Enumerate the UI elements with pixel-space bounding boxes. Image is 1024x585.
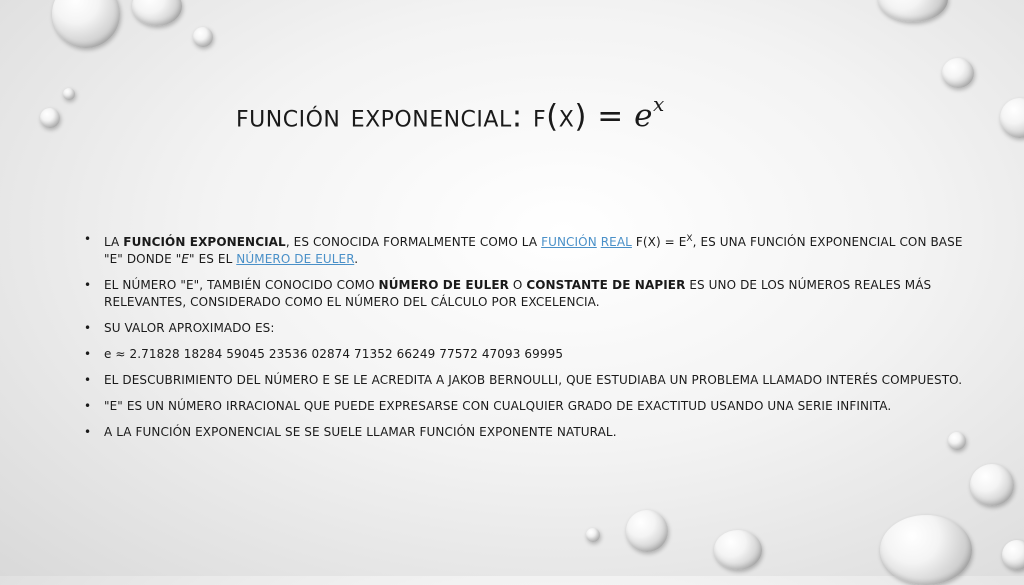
water-drop-decoration <box>1000 98 1024 138</box>
water-drop-decoration <box>40 108 60 128</box>
water-drop-decoration <box>970 464 1014 506</box>
water-drop-decoration <box>626 510 668 552</box>
link-real[interactable]: REAL <box>600 235 632 249</box>
water-drop-decoration <box>714 530 762 570</box>
title-math: $e^x$ <box>634 92 665 135</box>
bullet-item: • EL DESCUBRIMIENTO DEL NÚMERO E SE LE ACREDITA A JAKOB BERNOULLI, QUE ESTUDIABA UN PROBLEMA LLAMADO INTERÉS COMPUESTO. <box>84 372 964 389</box>
bullet-item: • EL NÚMERO "E", TAMBIÉN CONOCIDO COMO NÚMERO DE EULER O CONSTANTE DE NAPIER ES UNO DE LOS NÚMEROS REALES MÁS RELEVANTES, CONSIDERADO COMO EL NÚMERO DEL CÁLCULO POR EXCELENCIA. <box>84 277 964 311</box>
link-numero-de-euler[interactable]: NÚMERO DE EULER <box>236 252 355 266</box>
water-drop-decoration <box>132 0 182 26</box>
water-drop-decoration <box>586 528 600 542</box>
water-drop-decoration <box>193 27 213 47</box>
water-drop-decoration <box>880 515 972 585</box>
title-text: función exponencial: f(x) = <box>236 98 635 135</box>
link-funcion[interactable]: FUNCIÓN <box>541 235 597 249</box>
slide-title <box>236 92 996 135</box>
bullet-list <box>84 231 964 450</box>
water-drop-decoration <box>52 0 120 48</box>
bullet-item: • "E" ES UN NÚMERO IRRACIONAL QUE PUEDE EXPRESARSE CON CUALQUIER GRADO DE EXACTITUD USANDO UNA SERIE INFINITA. <box>84 398 964 415</box>
bullet-item: • A LA FUNCIÓN EXPONENCIAL SE SE SUELE LLAMAR FUNCIÓN EXPONENTE NATURAL. <box>84 424 964 441</box>
water-drop-decoration <box>1002 540 1024 570</box>
bullet-item: • e ≈ 2.71828 18284 59045 23536 02874 71352 66249 77572 47093 69995 <box>84 346 964 363</box>
bullet-item: • SU VALOR APROXIMADO ES: <box>84 320 964 337</box>
water-drop-decoration <box>878 0 948 22</box>
water-drop-decoration <box>63 88 75 100</box>
bullet-item: • LA FUNCIÓN EXPONENCIAL, ES CONOCIDA FORMALMENTE COMO LA FUNCIÓN REAL $F(X) = E^X$, ES UNA FUNCIÓN EXPONENCIAL CON BASE "E" DONDE "E" ES EL NÚMERO DE EULER. <box>84 231 964 268</box>
water-drop-decoration <box>942 58 974 88</box>
